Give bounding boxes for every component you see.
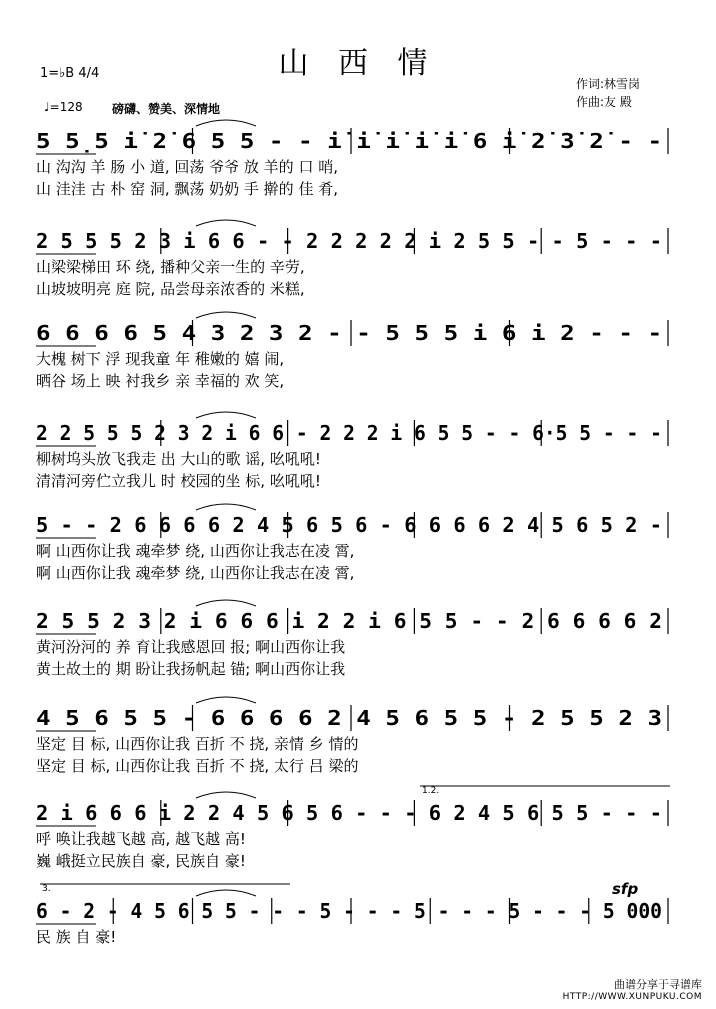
lyric-line: 啊 山西你让我 魂牵梦 绕, 山西你让我志在凌 霄, (36, 564, 355, 582)
notation-line: 4 5 6 5 5 - 6 6 6 6 2 4 5 6 5 5 - 2 5 5 2 3 (36, 706, 662, 730)
slur (196, 697, 256, 703)
composer-credit: 作曲:友 殿 (576, 95, 632, 109)
lyric-line: 坚定 目 标, 山西你让我 百折 不 挠, 太行 吕 梁的 (36, 757, 359, 775)
score-system (36, 880, 668, 946)
lyric-line: 啊 山西你让我 魂牵梦 绕, 山西你让我志在凌 霄, (36, 542, 355, 560)
tempo-marking: ♩=128 (44, 100, 83, 114)
score-system (36, 600, 668, 678)
lyric-line: 大槐 树下 浮 现我童 年 稚嫩的 嬉 闹, (36, 350, 285, 368)
footer-url: HTTP://WWW.XUNPUKU.COM (562, 992, 702, 1002)
notation-line: 5 - - 2 6 6 6 6 2 4 5 6 5 6 - 6 6 6 6 2 4 5 6 5 2 - (36, 513, 662, 537)
lyric-line: 清清河旁伫立我儿 时 校园的坐 标, 吆吼吼! (36, 472, 321, 490)
footer (563, 978, 702, 1004)
lyric-line: 民 族 自 豪! (36, 928, 117, 946)
slur (196, 120, 256, 126)
slur (196, 792, 256, 798)
slur (196, 312, 256, 318)
score-system (36, 220, 668, 298)
notation-line: 6 6 6 6 5 4 3 2 3 2 - - 5 5 5 i 6 i 2 - - - (36, 321, 662, 345)
lyric-line: 黄河汾河的 养 育让我感恩回 报; 啊山西你让我 (36, 638, 346, 656)
notation-line: 6 - 2 - 4 5 6 5 5 - - - 5 - - - 5 - - - 5 - - - 5 000 (36, 899, 662, 923)
lyric-line: 山梁梁梯田 环 绕, 播种父亲一生的 辛劳, (36, 258, 305, 276)
dynamic-marking: sfp (612, 880, 639, 898)
notation-line: 2 5 5 5 2 3 i 6 6 - - 2 2 2 2 2 i 2 5 5 - - 5 - - - (36, 229, 662, 253)
lyric-line: 山坡坡明亮 庭 院, 品尝母亲浓香的 米糕, (36, 280, 305, 298)
slur (196, 890, 256, 896)
notation-line: 2 i 6 6 6 i 2 2 4 5 6 5 6 - - - 6 2 4 5 6 5 5 - - - (36, 801, 662, 825)
lyricist-credit: 作词:林雪岗 (576, 77, 641, 91)
lyric-line: 柳树坞头放飞我走 出 大山的歌 谣, 吆吼吼! (36, 450, 321, 468)
score-system (36, 697, 668, 775)
score-system (36, 504, 668, 582)
lyric-line: 坚定 目 标, 山西你让我 百折 不 挠, 亲情 乡 情的 (36, 735, 359, 753)
expression-marking: 磅礴、赞美、深情地 (112, 102, 221, 116)
score-system (36, 786, 670, 870)
page-title: 山 西 情 (278, 46, 438, 81)
volta-label: 3. (42, 884, 51, 894)
lyric-line: 黄土故土的 期 盼让我扬帆起 锚; 啊山西你让我 (36, 660, 346, 678)
footer-caption: 曲谱分享于寻谱库 (614, 978, 702, 991)
lyric-line: 晒谷 场上 映 衬我乡 亲 幸福的 欢 笑, (36, 372, 285, 390)
slur (196, 600, 256, 606)
score-system (36, 312, 668, 390)
lyric-line: 巍 峨挺立民族自 豪, 民族自 豪! (36, 852, 246, 870)
notation-line: 5 5̣5 i̇ 2̇ 6 5 5 - - i̇ i̇ i̇ i̇ i̇ 6 i̇ 2̇ 3̇ 2̇ - - (36, 129, 662, 153)
score-system (36, 120, 668, 198)
volta-label: 1.2. (422, 786, 440, 796)
key-signature: 1=♭B 4/4 (40, 66, 100, 81)
lyric-line: 呼 唤让我越飞越 高, 越飞越 高! (36, 830, 246, 848)
slur (196, 412, 256, 418)
notation-line: 2 2 5 5 5 2 3 2 i 6 6 - 2 2 2 i 6 5 5 - - 6·5 5 - - - (36, 421, 662, 445)
score-system (36, 412, 668, 490)
slur (196, 220, 256, 226)
notation-line: 2 5 5 2 3 2 i 6 6 6 i 2 2 i 6 5 5 - - 2 6 6 6 6 2 (36, 609, 663, 633)
lyric-line: 山 洼洼 古 朴 窑 洞, 飘荡 奶奶 手 擀的 佳 肴, (36, 180, 338, 198)
slur (196, 504, 256, 510)
lyric-line: 山 沟沟 羊 肠 小 道, 回荡 爷爷 放 羊的 口 哨, (36, 158, 338, 176)
